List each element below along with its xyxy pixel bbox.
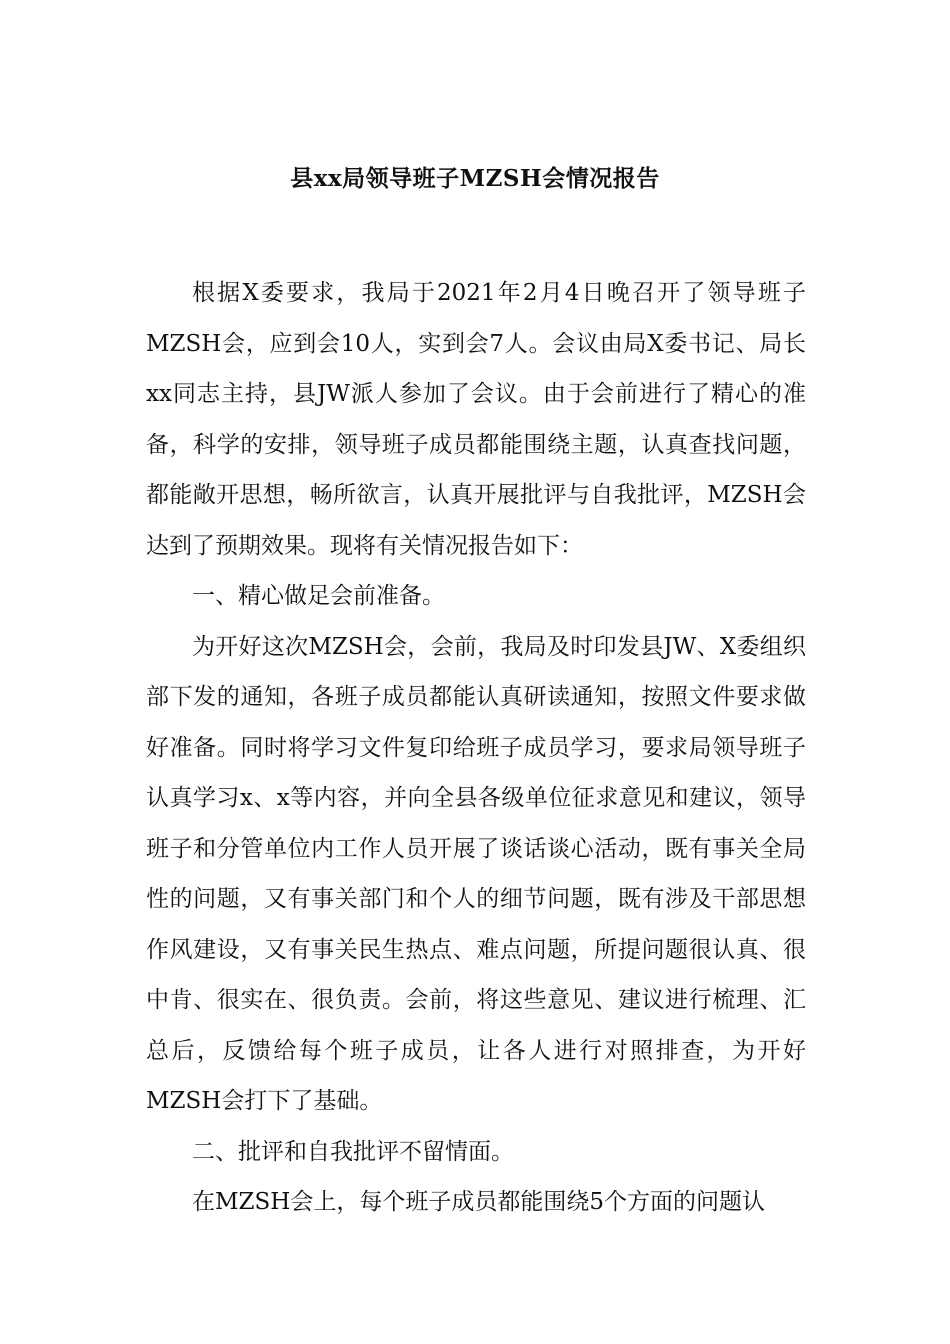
paragraph-preparation: 为开好这次MZSH会，会前，我局及时印发县JW、X委组织部下发的通知，各班子成员都能认真研读通知，按照文件要求做好准备。同时将学习文件复印给班子成员学习，要求局领导班子认真学习x、x等内容，并向全县各级单位征求意见和建议，领导班子和分管单位内工作人员开展了谈话谈心活动，既有事关全局性的问题，又有事关部门和个人的细节问题，既有涉及干部思想作风建设，又有事关民生热点、难点问题，所提问题很认真、很中肯、很实在、很负责。会前，将这些意见、建议进行梳理、汇总后，反馈给每个班子成员，让各人进行对照排查，为开好MZSH会打下了基础。 bbox=[146, 633, 806, 1114]
paragraph-intro: 根据X委要求，我局于2021年2月4日晚召开了领导班子MZSH会，应到会10人，实到会7人。会议由局X委书记、局长xx同志主持，县JW派人参加了会议。由于会前进行了精心的准备，科学的安排，领导班子成员都能围绕主题，认真查找问题，都能敞开思想，畅所欲言，认真开展批评与自我批评，MZSH会达到了预期效果。现将有关情况报告如下： bbox=[146, 280, 806, 559]
section-heading-1: 一、精心做足会前准备。 bbox=[192, 583, 445, 609]
paragraph-criticism: 在MZSH会上，每个班子成员都能围绕5个方面的问题认 bbox=[192, 1189, 765, 1215]
document-body bbox=[146, 268, 806, 1228]
document-title: 县xx局领导班子MZSH会情况报告 bbox=[290, 165, 660, 192]
section-heading-2: 二、批评和自我批评不留情面。 bbox=[192, 1138, 514, 1165]
